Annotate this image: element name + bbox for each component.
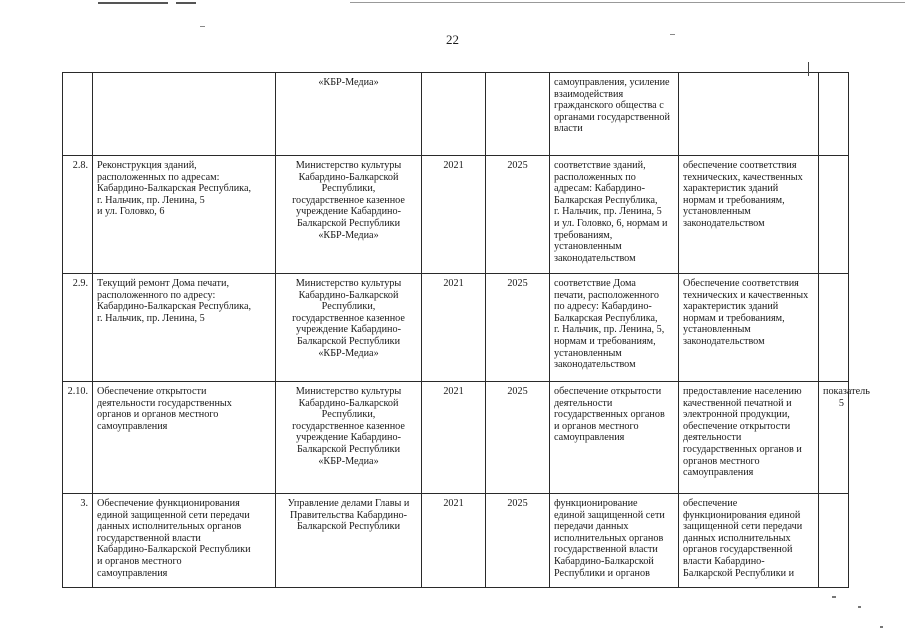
row-number: 3. [63, 494, 93, 588]
effect: обеспечение функционирования единой защищенной сети передачи данных исполнительных органов государственной власти Кабардино- Балкарской Республики и [679, 494, 819, 588]
executor: Министерство культуры Кабардино-Балкарской Республики, государственное казенное учреждение Кабардино- Балкарской Республики «КБР-Медиа» [276, 274, 422, 382]
effect: Обеспечение соответствия технических и качественных характеристик зданий нормам и требованиям, установленным законодательством [679, 274, 819, 382]
executor: Министерство культуры Кабардино-Балкарской Республики, государственное казенное учреждение Кабардино- Балкарской Республики «КБР-Медиа» [276, 156, 422, 274]
start-year: 2021 [422, 156, 486, 274]
table-row [63, 382, 849, 494]
start-year: 2021 [422, 382, 486, 494]
expected-result: обеспечение открытости деятельности государственных органов и органов местного самоуправления [550, 382, 679, 494]
row-number: 2.10. [63, 382, 93, 494]
end-year: 2025 [486, 274, 550, 382]
scan-mark-top-left-2 [176, 2, 196, 4]
start-year: 2021 [422, 494, 486, 588]
effect: предоставление населению качественной печатной и электронной продукции, обеспечение открытости деятельности государственных органов и органов местного самоуправления [679, 382, 819, 494]
scan-speck [858, 606, 861, 608]
measure-name [93, 73, 276, 156]
start-year: 2021 [422, 274, 486, 382]
measure-name: Реконструкция зданий, расположенных по адресам: Кабардино-Балкарская Республика, г. Нальчик, пр. Ленина, 5 и ул. Головко, 6 [93, 156, 276, 274]
indicator [819, 156, 849, 274]
scan-speck [670, 34, 675, 35]
measure-name: Обеспечение функционирования единой защищенной сети передачи данных исполнительных органов государственной власти Кабардино-Балкарской Республики и органов местного самоуправления [93, 494, 276, 588]
expected-result: функционирование единой защищенной сети передачи данных исполнительных органов государственной власти Кабардино-Балкарской Республики и органов [550, 494, 679, 588]
expected-result: соответствие Дома печати, расположенного по адресу: Кабардино- Балкарская Республика, г. Нальчик, пр. Ленина, 5, нормам и требованиям, установленным законодательством [550, 274, 679, 382]
activities-table [62, 72, 870, 588]
scan-speck [880, 626, 883, 628]
end-year: 2025 [486, 156, 550, 274]
executor: Управление делами Главы и Правительства Кабардино- Балкарской Республики [276, 494, 422, 588]
row-number: 2.9. [63, 274, 93, 382]
scan-mark-top-right [350, 2, 905, 3]
effect [679, 73, 819, 156]
end-year [486, 73, 550, 156]
scan-speck [200, 26, 205, 27]
effect: обеспечение соответствия технических, качественных характеристик зданий нормам и требованиям, установленным законодательством [679, 156, 819, 274]
table-row [63, 73, 849, 156]
row-number [63, 73, 93, 156]
expected-result: самоуправления, усиление взаимодействия гражданского общества с органами государственной власти [550, 73, 679, 156]
scan-speck [832, 596, 836, 598]
indicator [819, 73, 849, 156]
table-row [63, 274, 849, 382]
measure-name: Обеспечение открытости деятельности государственных органов и органов местного самоуправления [93, 382, 276, 494]
indicator: показатель 5 [819, 382, 849, 494]
end-year: 2025 [486, 494, 550, 588]
table-row [63, 494, 849, 588]
executor: Министерство культуры Кабардино-Балкарской Республики, государственное казенное учреждение Кабардино- Балкарской Республики «КБР-Медиа» [276, 382, 422, 494]
indicator [819, 494, 849, 588]
row-number: 2.8. [63, 156, 93, 274]
scan-mark-top-left [98, 2, 168, 4]
page-number: 22 [446, 32, 459, 47]
indicator [819, 274, 849, 382]
start-year [422, 73, 486, 156]
end-year: 2025 [486, 382, 550, 494]
table-row [63, 156, 849, 274]
executor: «КБР-Медиа» [276, 73, 422, 156]
scan-mark-right-vertical [808, 62, 809, 76]
measure-name: Текущий ремонт Дома печати, расположенного по адресу: Кабардино-Балкарская Республика, г. Нальчик, пр. Ленина, 5 [93, 274, 276, 382]
expected-result: соответствие зданий, расположенных по адресам: Кабардино- Балкарская Республика, г. Нальчик, пр. Ленина, 5 и ул. Головко, 6, нормам и требованиям, установленным законодательством [550, 156, 679, 274]
